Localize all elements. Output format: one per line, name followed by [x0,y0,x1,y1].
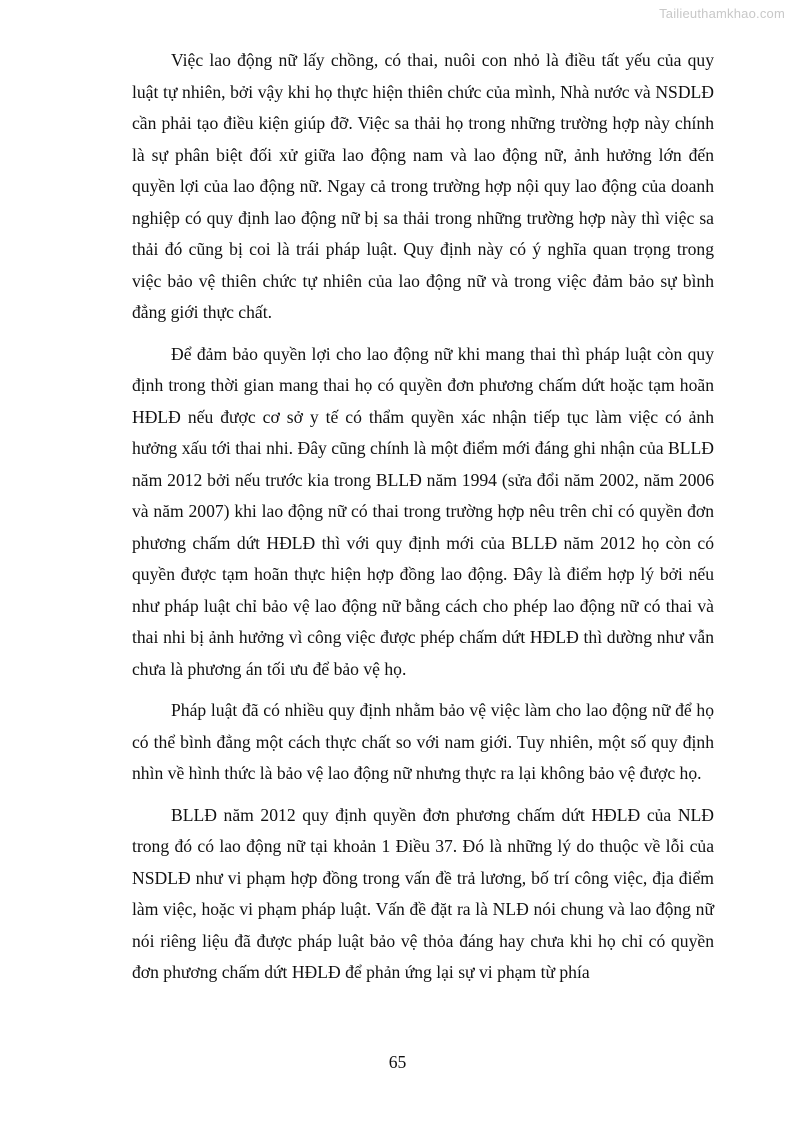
page-body [132,45,714,999]
paragraph-3: Pháp luật đã có nhiều quy định nhằm bảo vệ việc làm cho lao động nữ để họ có thể bình đẳng một cách thực chất so với nam giới. Tuy nhiên, một số quy định nhìn về hình thức là bảo vệ lao động nữ nhưng thực ra lại không bảo vệ được họ. [132,700,714,783]
page-number: 65 [388,1052,407,1072]
paragraph-2: Để đảm bảo quyền lợi cho lao động nữ khi mang thai thì pháp luật còn quy định trong thời gian mang thai họ có quyền đơn phương chấm dứt hoặc tạm hoãn HĐLĐ nếu được cơ sở y tế có thẩm quyền xác nhận tiếp tục làm việc có ảnh hưởng xấu tới thai nhi. Đây cũng chính là một điểm mới đáng ghi nhận của BLLĐ năm 2012 bởi nếu trước kia trong BLLĐ năm 1994 (sửa đổi năm 2002, năm 2006 và năm 2007) khi lao động nữ có thai trong trường hợp nêu trên chỉ có quyền đơn phương chấm dứt HĐLĐ thì với quy định mới của BLLĐ năm 2012 họ còn có quyền được tạm hoãn thực hiện hợp đồng lao động. Đây là điểm hợp lý bởi nếu như pháp luật chỉ bảo vệ lao động nữ bằng cách cho phép lao động nữ có thai và thai nhi bị ảnh hưởng vì công việc được phép chấm dứt HĐLĐ thì dường như vẫn chưa là phương án tối ưu để bảo vệ họ. [132,343,714,679]
watermark-text: Tailieuthamkhao.com [659,6,785,21]
paragraph-1: Việc lao động nữ lấy chồng, có thai, nuôi con nhỏ là điều tất yếu của quy luật tự nhiên, bởi vậy khi họ thực hiện thiên chức của mình, Nhà nước và NSDLĐ cần phải tạo điều kiện giúp đỡ. Việc sa thải họ trong những trường hợp này chính là sự phân biệt đối xử giữa lao động nam và lao động nữ, ảnh hưởng lớn đến quyền lợi của lao động nữ. Ngay cả trong trường hợp nội quy lao động của doanh nghiệp có quy định lao động nữ bị sa thải trong những trường hợp này thì việc sa thải đó cũng bị coi là trái pháp luật. Quy định này có ý nghĩa quan trọng trong việc bảo vệ thiên chức tự nhiên của lao động nữ và trong việc đảm bảo sự bình đẳng giới thực chất. [132,50,714,322]
paragraph-4: BLLĐ năm 2012 quy định quyền đơn phương chấm dứt HĐLĐ của NLĐ trong đó có lao động nữ tại khoản 1 Điều 37. Đó là những lý do thuộc về lỗi của NSDLĐ như vi phạm hợp đồng trong vấn đề trả lương, bố trí công việc, địa điểm làm việc, hoặc vi phạm pháp luật. Vấn đề đặt ra là NLĐ nói chung và lao động nữ nói riêng liệu đã được pháp luật bảo vệ thỏa đáng hay chưa khi họ chỉ có quyền đơn phương chấm dứt HĐLĐ để phản ứng lại sự vi phạm từ phía [132,804,714,982]
